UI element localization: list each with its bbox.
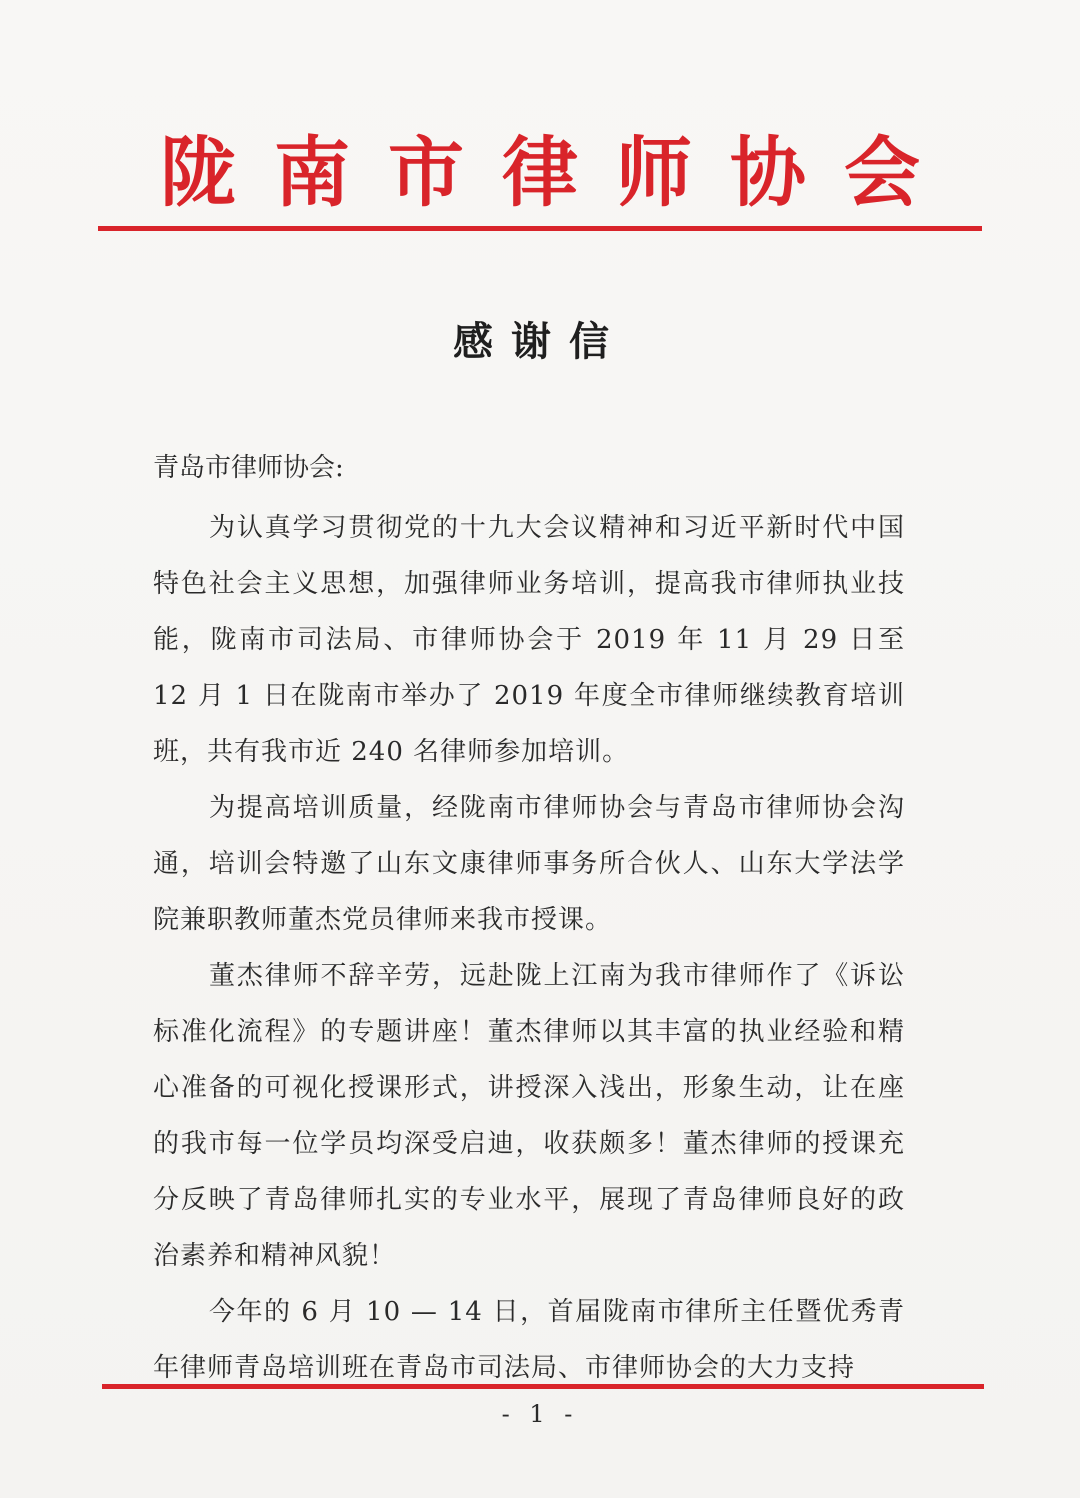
letter-body <box>153 500 905 1396</box>
organization-header <box>150 128 930 218</box>
org-header-char: 市 <box>388 128 464 217</box>
footer-divider <box>102 1384 984 1389</box>
org-header-char: 律 <box>502 128 578 217</box>
salutation: 青岛市律师协会: <box>153 453 344 483</box>
org-header-char: 陇 <box>160 128 236 217</box>
org-header-char: 师 <box>616 128 692 217</box>
paragraph: 董杰律师不辞辛劳，远赴陇上江南为我市律师作了《诉讼标准化流程》的专题讲座！董杰律师以其丰富的执业经验和精心准备的可视化授课形式，讲授深入浅出，形象生动，让在座的我市每一位学员均深受启迪，收获颇多！董杰律师的授课充分反映了青岛律师扎实的专业水平，展现了青岛律师良好的政治素养和精神风貌！ <box>153 961 905 1271</box>
org-header-char: 会 <box>844 128 920 217</box>
paragraph: 为提高培训质量，经陇南市律师协会与青岛市律师协会沟通，培训会特邀了山东文康律师事务所合伙人、山东大学法学院兼职教师董杰党员律师来我市授课。 <box>153 793 905 935</box>
paragraph: 为认真学习贯彻党的十九大会议精神和习近平新时代中国特色社会主义思想，加强律师业务培训，提高我市律师执业技能，陇南市司法局、市律师协会于 2019 年 11 月 29 日至 12 月 1 日在陇南市举办了 2019 年度全市律师继续教育培训班，共有我市近 240 名律师参加培训。 <box>153 513 905 767</box>
header-divider <box>98 226 982 231</box>
paragraph: 今年的 6 月 10 — 14 日，首届陇南市律所主任暨优秀青年律师青岛培训班在青岛市司法局、市律师协会的大力支持 <box>153 1297 905 1383</box>
page-number: - 1 - <box>501 1400 579 1428</box>
org-header-char: 协 <box>730 128 806 217</box>
letter-title: 感谢信 <box>453 319 627 365</box>
org-header-char: 南 <box>274 128 350 217</box>
